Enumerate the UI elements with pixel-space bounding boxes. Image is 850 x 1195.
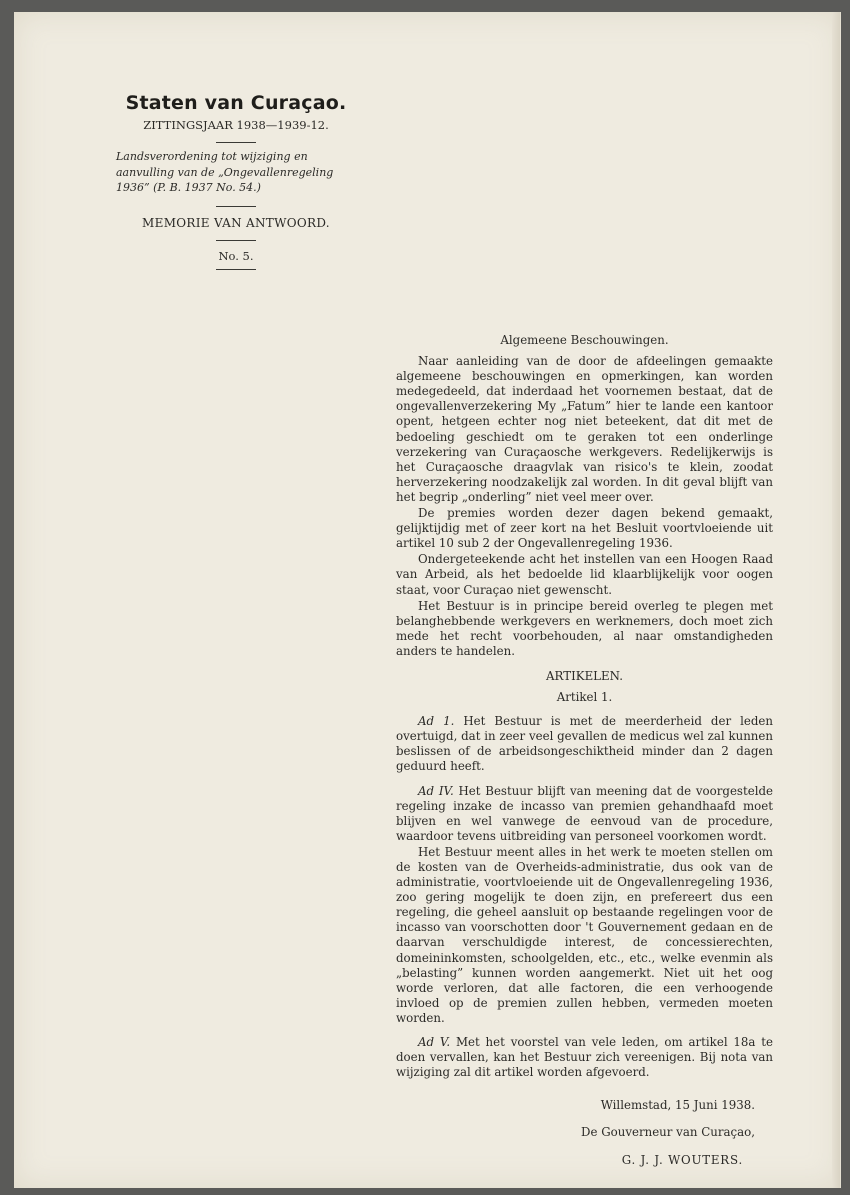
ad-5-text: Met het voorstel van vele leden, om artikel 18a te doen vervallen, kan het Bestuur zich vereenigen. Bij nota van wijziging zal dit artikel worden afgevoerd. xyxy=(396,1035,774,1080)
document-title: Staten van Curaçao. xyxy=(125,92,347,114)
document-number: No. 5. xyxy=(218,248,254,263)
signatory-name: G. J. J. WOUTERS. xyxy=(621,1152,743,1167)
general-paragraph: Ondergeteekende acht het instellen van een Hoogen Raad van Arbeid, als het bedoelde lid klaarblijkelijk voor oogen staat, voor Curaçao niet gewenscht. xyxy=(396,552,773,597)
ad-5-paragraph xyxy=(396,1035,773,1080)
session-line: ZITTINGSJAAR 1938—1939-12. xyxy=(143,118,329,132)
ad-4-continuation: Het Bestuur meent alles in het werk te moeten stellen om de kosten van de Overheids-administratie, dus ook van de administratie, voortvloeiende uit de Ongevallenregeling 1936, zoo gering mogelijk te doen zijn, en prefereert dus een regeling, die geheel aansluit op bestaande regelingen voor de incasso van voorschotten door 't Gouvernement gedaan en de daarvan verschuldigde interest, de concessierechten, domeininkomsten, schoolgelden, etc., etc., welke evenmin als „belasting” kunnen worden aangemerkt. Niet uit het oog worde verloren, dat alle factoren, die een verhoogende invloed op de premien zullen hebben, vermeden moeten worden. xyxy=(396,844,773,1025)
ad-4-paragraph xyxy=(396,784,773,844)
ad-1-text: Het Bestuur is met de meerderheid der leden overtuigd, dat in zeer veel gevallen de medicus wel zal kunnen beslissen of de arbeidsongeschiktheid minder dan 2 dagen geduurd heeft. xyxy=(396,714,774,774)
ad-4-text: Het Bestuur blijft van meening dat de voorgestelde regeling inzake de incasso van premien gehandhaafd moet blijven en wel vanwege de eenvoud van de procedure, waardoor tevens uitbreiding van personeel voorkomen wordt. xyxy=(396,783,774,843)
ad-5-label: Ad V. xyxy=(418,1035,451,1050)
general-paragraph: Naar aanleiding van de door de afdeelingen gemaakte algemeene beschouwingen en opmerkingen, kan worden medegedeeld, dat inderdaad het voornemen bestaat, dat de ongevallenverzekering My „Fatum” hier te lande een kantoor opent, hetgeen echter nog niet beteekent, dat dit met de bedoeling geschiedt om te geraken tot een onderlinge verzekering van Curaçaosche werkgevers. Redelijkerwijs is het Curaçaosche draagvlak van risico's te klein, zoodat herverzekering noodzakelijk zal worden. In dit geval blijft van het begrip „onderling” niet veel meer over. xyxy=(396,354,773,504)
document-header xyxy=(100,92,372,270)
divider xyxy=(216,240,256,241)
document-type: MEMORIE VAN ANTWOORD. xyxy=(142,215,330,230)
place-date: Willemstad, 15 Juni 1938. xyxy=(600,1098,755,1113)
general-paragraph: Het Bestuur is in principe bereid overleg te plegen met belanghebbende werkgevers en werknemers, doch moet zich mede het recht voorbehouden, al naar omstandigheden anders te handelen. xyxy=(396,598,773,658)
divider xyxy=(216,206,256,207)
signatory-title: De Gouverneur van Curaçao, xyxy=(581,1125,755,1140)
article-subheading: Artikel 1. xyxy=(556,690,613,705)
ad-1-label: Ad 1. xyxy=(418,714,455,729)
document-body xyxy=(396,333,773,1168)
articles-heading: ARTIKELEN. xyxy=(546,668,623,683)
general-paragraph: De premies worden dezer dagen bekend gemaakt, gelijktijdig met of zeer kort na het Besluit voortvloeiende uit artikel 10 sub 2 der Ongevallenregeling 1936. xyxy=(396,506,773,551)
general-heading: Algemeene Beschouwingen. xyxy=(500,333,669,347)
ad-4-label: Ad IV. xyxy=(418,783,454,798)
subject-line: Landsverordening tot wijziging en aanvulling van de „Ongevallenregeling 1936” (P. B. 1937 No. 54.) xyxy=(116,150,334,194)
page-edge xyxy=(832,12,840,1188)
ad-1-paragraph xyxy=(396,714,773,774)
divider xyxy=(216,269,256,270)
divider xyxy=(216,142,256,143)
